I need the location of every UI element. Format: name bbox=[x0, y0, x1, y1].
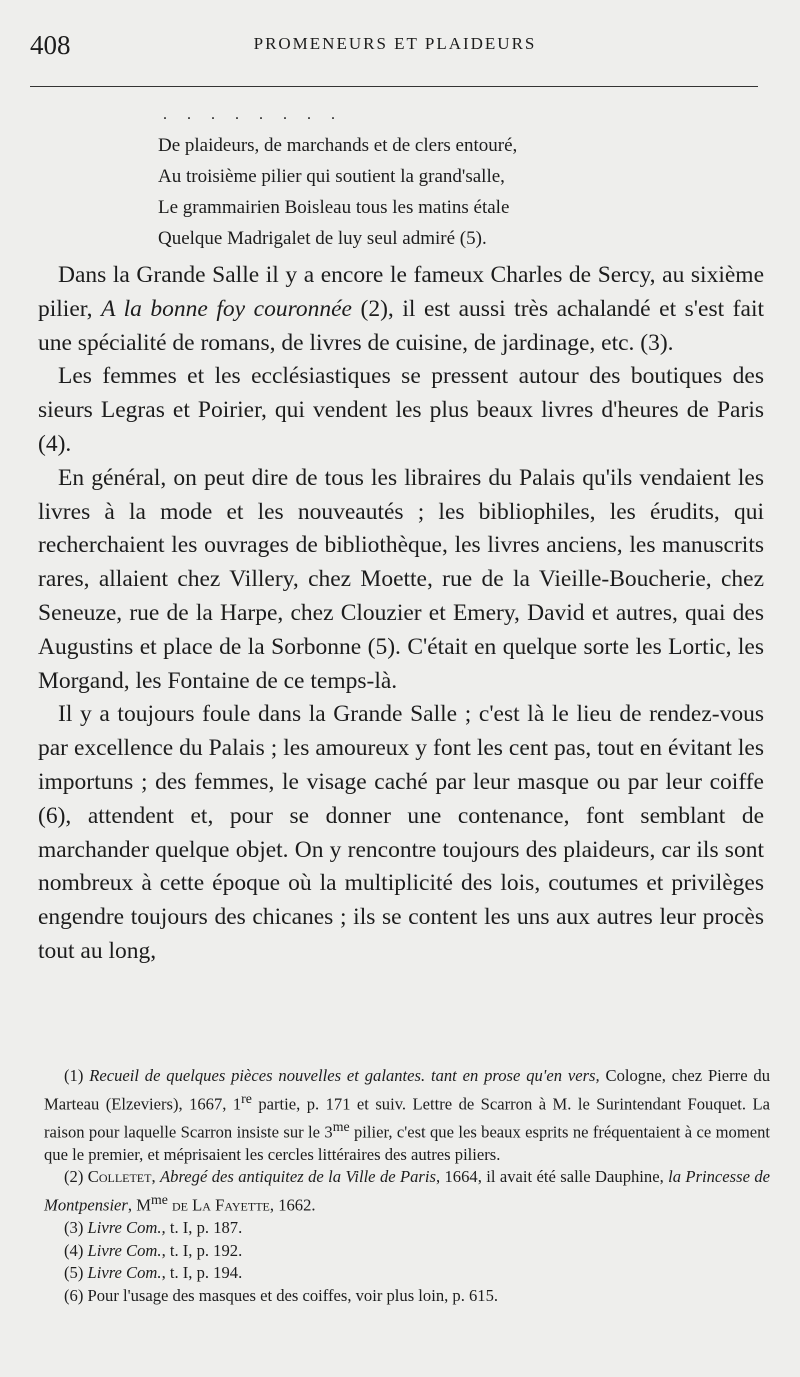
footnote-2 bbox=[44, 1166, 770, 1217]
footnotes bbox=[44, 1065, 770, 1308]
running-title: PROMENEURS ET PLAIDEURS bbox=[253, 34, 537, 53]
book-title: A la bonne foy couronnée bbox=[101, 295, 352, 322]
superscript: me bbox=[150, 1192, 168, 1208]
author-name: de La Fayette bbox=[167, 1195, 270, 1215]
footnote-title: Livre Com. bbox=[87, 1263, 162, 1283]
verse-line: Au troisième pilier qui soutient la grand'salle, bbox=[158, 166, 505, 187]
footnote-6: (6) Pour l'usage des masques et des coiffes, voir plus loin, p. 615. bbox=[64, 1285, 499, 1305]
header-rule bbox=[30, 86, 758, 87]
footnote-title: Livre Com. bbox=[87, 1240, 162, 1260]
verse-line: Quelque Madrigalet de luy seul admiré (5). bbox=[158, 228, 487, 249]
text-run: , t. I, p. 194. bbox=[161, 1263, 243, 1283]
text-run: , M bbox=[127, 1195, 151, 1215]
verse-ellipsis: . . . . . . . . bbox=[163, 106, 343, 123]
verse-line: De plaideurs, de marchands et de clers entouré, bbox=[158, 135, 518, 156]
text-run: , 1662. bbox=[269, 1195, 316, 1215]
page-number: 408 bbox=[30, 30, 71, 60]
footnote-title: Recueil de quelques pièces nouvelles et galantes. tant en prose qu'en vers, bbox=[89, 1066, 600, 1085]
footnote-number: (1) bbox=[64, 1066, 90, 1085]
page-header bbox=[30, 30, 760, 70]
footnote-number: (5) bbox=[64, 1263, 88, 1283]
superscript: re bbox=[241, 1090, 252, 1106]
footnote-1 bbox=[44, 1065, 770, 1166]
paragraph bbox=[38, 259, 764, 360]
text-run: pilier, c'est que les beaux esprits ne fréquentaient à ce moment que le premier, et méprisaient les cercles littéraires des autres piliers. bbox=[44, 1122, 771, 1164]
verse-line: Le grammairien Boisleau tous les matins étale bbox=[158, 197, 510, 218]
footnote-3 bbox=[44, 1217, 770, 1240]
text-run: , t. I, p. 192. bbox=[161, 1240, 243, 1260]
verse-quote bbox=[158, 108, 517, 254]
footnote-number: (2) bbox=[64, 1167, 88, 1187]
body-text bbox=[38, 259, 764, 969]
footnote-4 bbox=[44, 1240, 770, 1263]
text-run: Dans la Grande Salle il y a encore le fameux Charles de Sercy, au sixième pilier, bbox=[38, 262, 764, 322]
paragraph: Les femmes et les ecclésiastiques se pressent autour des boutiques des sieurs Legras et Poirier, qui vendent les plus beaux livres d'heures de Paris (4). bbox=[38, 363, 764, 457]
footnote-number: (4) bbox=[64, 1240, 88, 1260]
text-run: , 1664, il avait été salle Dauphine, bbox=[435, 1167, 669, 1187]
text-run: (2), il est aussi très achalandé et s'est fait une spécialité de romans, de livres de cuisine, de jardinage, etc. (3). bbox=[38, 295, 764, 356]
footnote-title: Livre Com., bbox=[87, 1218, 166, 1238]
footnote-number: (3) bbox=[64, 1218, 88, 1238]
footnote-title: la Princesse de Montpensier bbox=[44, 1167, 771, 1215]
footnote-5 bbox=[44, 1262, 770, 1285]
paragraph: En général, on peut dire de tous les libraires du Palais qu'ils vendaient les livres à la mode et les nouveautés ; les bibliophiles, les érudits, qui recherchaient les ouvrages de bibliothèque, les livres anciens, les manuscrits rares, allaient chez Villery, chez Moette, rue de la Vieille-Boucherie, chez Seneuze, rue de la Harpe, chez Clouzier et Emery, David et autres, quai des Augustins et place de la Sorbonne (5). C'était en quelque sorte les Lortic, les Morgand, les Fontaine de ce temps-là. bbox=[38, 464, 764, 694]
paragraph: Il y a toujours foule dans la Grande Salle ; c'est là le lieu de rendez-vous par excellence du Palais ; les amoureux y font les cent pas, tout en évitant les importuns ; des femmes, le visage caché par leur masque ou par leur coiffe (6), attendent et, pour se donner une contenance, font semblant de marchander quelque objet. On y rencontre toujours des plaideurs, car ils sont nombreux à cette époque où la multiplicité des lois, coutumes et privilèges engendre toujours des chicanes ; ils se content les uns aux autres leur procès tout au long, bbox=[38, 701, 764, 964]
text-run: , bbox=[151, 1167, 161, 1187]
footnote-title: Abregé des antiquitez de la Ville de Paris bbox=[160, 1167, 436, 1187]
text-run: t. I, p. 187. bbox=[165, 1218, 243, 1238]
superscript: me bbox=[332, 1118, 350, 1134]
text-run: partie, p. 171 et suiv. Lettre de Scarron à M. le Surintendant Fouquet. La raison pour laquelle Scarron insiste sur le 3 bbox=[44, 1094, 770, 1142]
text-run: Cologne, chez Pierre du Marteau (Elzeviers), 1667, 1 bbox=[44, 1066, 771, 1114]
author-name: Colletet bbox=[87, 1167, 152, 1187]
